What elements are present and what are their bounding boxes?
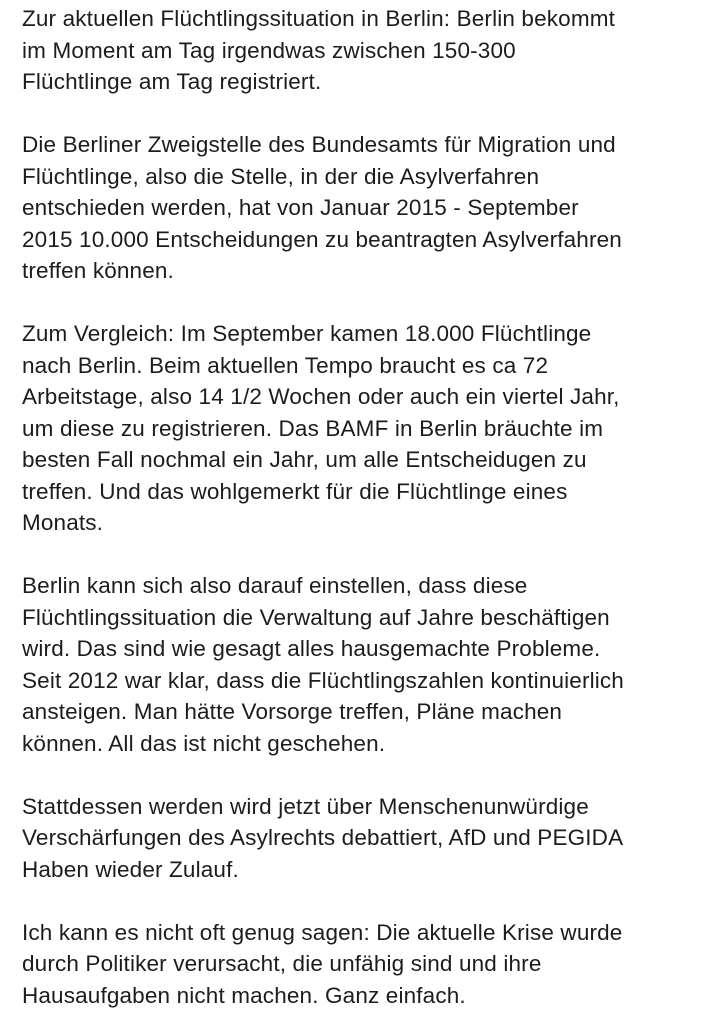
- paragraph-5: [22, 791, 712, 886]
- paragraph-4: [22, 570, 712, 759]
- text-line: Haben wieder Zulauf.: [22, 856, 239, 882]
- text-line: Seit 2012 war klar, dass die Flüchtlingszahlen kontinuierlich: [22, 667, 624, 693]
- text-line: entschieden werden, hat von Januar 2015 - September: [22, 195, 579, 220]
- text-line: im Moment am Tag irgendwas zwischen 150-300: [22, 37, 516, 63]
- text-line: Flüchtlinge am Tag registriert.: [22, 69, 322, 94]
- paragraph-6: [22, 917, 712, 1012]
- text-line: Stattdessen werden wird jetzt über Menschenunwürdige: [22, 793, 589, 819]
- text-line: Zum Vergleich: Im September kamen 18.000 Flüchtlinge: [22, 321, 592, 346]
- paragraph-1: [22, 3, 712, 98]
- text-line: ansteigen. Man hätte Vorsorge treffen, Pläne machen: [22, 699, 563, 724]
- text-line: wird. Das sind wie gesagt alles hausgemachte Probleme.: [22, 636, 601, 661]
- text-line: treffen. Und das wohlgemerkt für die Flüchtlinge eines: [22, 478, 568, 504]
- text-line: 2015 10.000 Entscheidungen zu beantragten Asylverfahren: [22, 226, 622, 252]
- text-line: um diese zu registrieren. Das BAMF in Berlin bräuchte im: [22, 415, 604, 441]
- text-line: Berlin kann sich also darauf einstellen, dass diese: [22, 573, 528, 598]
- text-line: können. All das ist nicht geschehen.: [22, 730, 386, 756]
- text-line: Monats.: [22, 510, 104, 535]
- text-line: Ich kann es nicht oft genug sagen: Die aktuelle Krise wurde: [22, 919, 623, 945]
- text-line: Die Berliner Zweigstelle des Bundesamts für Migration und: [22, 132, 616, 157]
- text-line: Verschärfungen des Asylrechts debattiert, AfD und PEGIDA: [22, 825, 624, 850]
- text-line: Zur aktuellen Flüchtlingssituation in Berlin: Berlin bekommt: [22, 6, 616, 31]
- paragraph-3: [22, 318, 712, 539]
- text-line: durch Politiker verursacht, die unfähig sind und ihre: [22, 951, 542, 976]
- text-line: Hausaufgaben nicht machen. Ganz einfach.: [22, 982, 466, 1008]
- text-line: nach Berlin. Beim aktuellen Tempo braucht es ca 72: [22, 352, 549, 378]
- text-line: treffen können.: [22, 258, 174, 283]
- text-line: Flüchtlingssituation die Verwaltung auf Jahre beschäftigen: [22, 604, 610, 630]
- text-line: besten Fall nochmal ein Jahr, um alle Entscheidugen zu: [22, 447, 587, 472]
- paragraph-2: [22, 129, 712, 287]
- text-line: Arbeitstage, also 14 1/2 Wochen oder auch ein viertel Jahr,: [22, 384, 620, 409]
- text-line: Flüchtlinge, also die Stelle, in der die Asylverfahren: [22, 163, 540, 189]
